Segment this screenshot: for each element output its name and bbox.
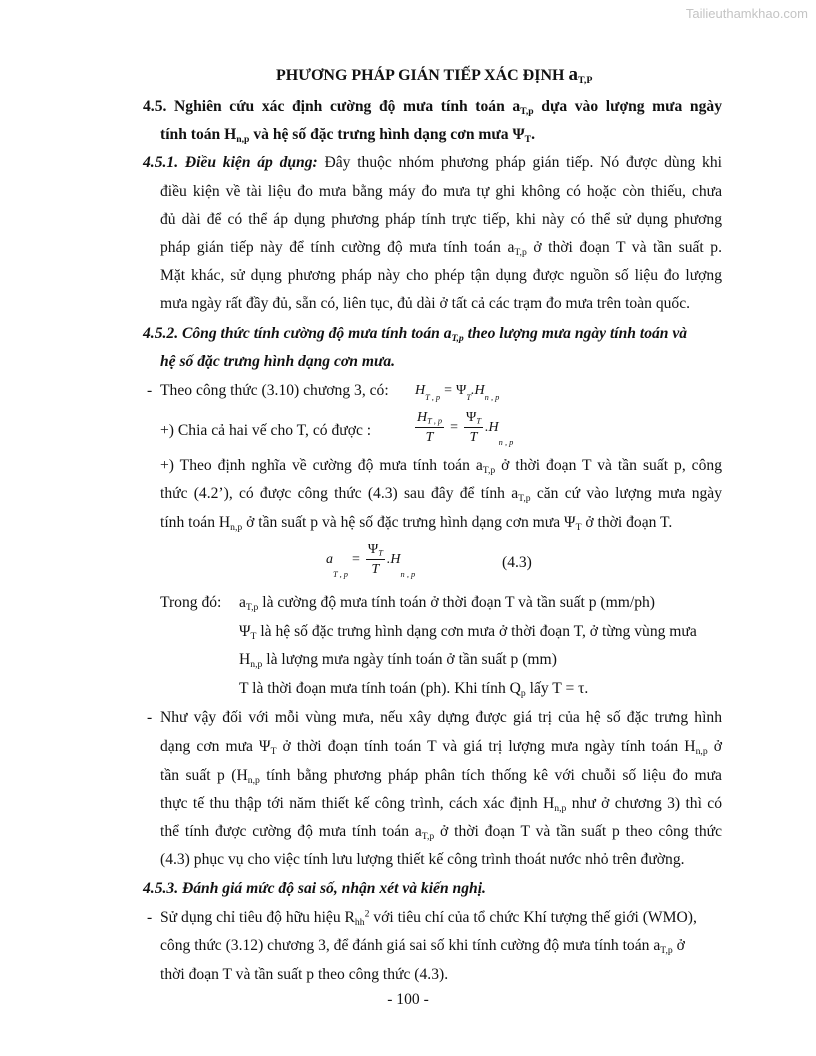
subscript: T,p <box>421 830 435 842</box>
subscript: T <box>524 133 532 145</box>
subscript: T,p <box>514 246 527 258</box>
text-run: +) Chia cả hai vế cho T, có được : <box>160 422 372 439</box>
heading-4-5-3 <box>143 879 486 899</box>
text-run: đủ dài để có thể áp dụng phương pháp tính trực tiếp, khi này có thể sử dụng phương <box>160 211 722 228</box>
text-run: thực tế thu thập tới năm thiết kế công trình, cách xác định H <box>160 795 555 812</box>
text-run: như ở chương 3) thì có <box>566 795 722 812</box>
heading-4-5-line2 <box>160 125 535 145</box>
heading-4-5-2-line1 <box>143 324 687 344</box>
formula-4-3 <box>326 542 415 578</box>
text-run: . <box>531 126 535 143</box>
formula-var: .H <box>471 383 485 398</box>
formula-den: T <box>425 430 434 445</box>
bullet-dash: - <box>147 382 153 399</box>
title-var: a <box>568 64 578 85</box>
text-run: ở <box>707 738 722 755</box>
text-run: tính toán H <box>160 126 237 143</box>
text-run: ở thời đoạn T và tần suất p. <box>526 239 722 256</box>
subscript: T,p <box>451 332 464 344</box>
text-run: công thức (3.12) chương 3, để đánh giá sai số khi tính cường độ mưa tính toán a <box>160 937 661 954</box>
text-run: là hệ số đặc trưng hình dạng cơn mưa ở thời đoạn T, ở từng vùng mưa <box>256 623 697 640</box>
page-number: - 100 - <box>387 991 429 1008</box>
formula-sub: n , p <box>498 437 514 447</box>
text-run: (4.3) phục vụ cho việc tính lưu lượng thiết kế công trình thoát nước nhỏ trên đường. <box>160 851 685 868</box>
text-run: điều kiện về tài liệu đo mưa bằng máy đo mưa tự ghi không có hoặc còn thiếu, chưa <box>160 183 722 200</box>
text-run: thể tính được cường độ mưa tính toán a <box>160 823 422 840</box>
para-4-5-1-line <box>160 294 690 314</box>
text-run: tần suất p (H <box>160 767 248 784</box>
text-run: ở thời đoạn tính toán T và giá trị lượng mưa ngày tính toán H <box>276 738 696 755</box>
text-run: là cường độ mưa tính toán ở thời đoạn T và tần suất p (mm/ph) <box>258 594 655 611</box>
fraction <box>415 410 444 446</box>
evaluation-line <box>160 936 685 956</box>
where-item <box>239 622 697 642</box>
formula-sub: T <box>476 416 482 426</box>
text-run: ở <box>672 937 685 954</box>
fraction <box>366 542 385 578</box>
inline-heading: 4.5.1. Điều kiện áp dụng: <box>143 154 318 171</box>
text-run: là lượng mưa ngày tính toán ở tần suất p (mm) <box>262 651 557 668</box>
page-title <box>276 65 592 85</box>
bullet-dash: - <box>147 709 153 726</box>
text-run: 4.5.2. Công thức tính cường độ mưa tính toán a <box>143 325 452 342</box>
subscript: T,p <box>660 944 673 956</box>
conclusion-line <box>160 794 722 814</box>
watermark: Tailieuthamkhao.com <box>685 6 808 21</box>
formula-divided <box>413 410 513 446</box>
formula-eq: = <box>351 552 360 567</box>
formula-var: H <box>415 383 426 398</box>
conclusion-line <box>160 850 685 870</box>
equation-number: (4.3) <box>502 554 532 571</box>
text-run: 4.5.3. Đánh giá mức độ sai số, nhận xét và kiến nghị. <box>143 880 486 897</box>
text-run: Đây thuộc nhóm phương pháp gián tiếp. Nó được dùng khi <box>317 154 722 171</box>
formula-den: T <box>371 562 380 577</box>
text-run: với tiêu chí của tổ chức Khí tượng thế giới (WMO), <box>369 909 697 926</box>
subscript: n,p <box>695 745 708 757</box>
text-run: dạng cơn mưa Ψ <box>160 738 271 755</box>
conclusion-line <box>160 822 722 842</box>
definition-line <box>160 456 722 476</box>
subscript: T <box>270 745 277 757</box>
text-run: thức (4.2’), có được công thức (4.3) sau đây để tính a <box>160 485 519 502</box>
subscript: T <box>575 521 582 533</box>
text-run: theo lượng mưa ngày tính toán và <box>463 325 688 342</box>
subscript: n,p <box>236 133 250 145</box>
subscript: n,p <box>250 658 263 670</box>
formula-sub: n , p <box>400 569 416 579</box>
text-run: ở thời đoạn T. <box>581 514 673 531</box>
text-run: ở thời đoạn T và tần suất p, công <box>495 457 722 474</box>
formula-psi: Ψ <box>466 410 477 425</box>
para-4-5-1-line <box>160 182 722 202</box>
subscript: T,p <box>518 492 531 504</box>
formula-var: .H <box>386 552 401 567</box>
formula-var: a <box>326 552 333 567</box>
text-run: hệ số đặc trưng hình dạng cơn mưa. <box>160 353 396 370</box>
title-text: PHƯƠNG PHÁP GIÁN TIẾP XÁC ĐỊNH <box>276 67 569 84</box>
subscript: T,p <box>482 464 496 476</box>
para-4-5-1-line <box>160 266 722 286</box>
text-run: tính bằng phương pháp phân tích thống kê với chuỗi số liệu đo mưa <box>259 767 722 784</box>
formula-sub: T <box>466 392 472 402</box>
text-run: dựa vào lượng mưa ngày <box>533 98 722 115</box>
text-run: Sử dụng chỉ tiêu độ hữu hiệu R <box>160 909 355 926</box>
text-run: thời đoạn T và tần suất p theo công thức (4.3). <box>160 966 449 983</box>
formula-sub: T <box>378 548 383 558</box>
para-4-5-1-line <box>143 153 722 173</box>
subscript: n,p <box>554 802 567 814</box>
text-run: Theo công thức (3.10) chương 3, có: <box>160 382 389 399</box>
formula-psi: Ψ <box>456 383 467 398</box>
evaluation-line <box>160 908 697 928</box>
formula-sub: n , p <box>484 392 500 402</box>
conclusion-line <box>160 737 722 757</box>
subscript: n,p <box>247 774 260 786</box>
conclusion-line <box>160 766 722 786</box>
text-run: và hệ số đặc trưng hình dạng cơn mưa Ψ <box>249 126 525 143</box>
subscript: hh <box>354 916 365 928</box>
formula-var: .H <box>485 420 499 435</box>
superscript: 2 <box>364 908 370 920</box>
title-sub: T,P <box>577 74 593 86</box>
subscript: p <box>520 687 526 699</box>
definition-line <box>160 484 722 504</box>
formula-psi: Ψ <box>367 542 379 557</box>
text-run: căn cứ vào lượng mưa ngày <box>530 485 723 502</box>
bullet-dash: - <box>147 909 153 926</box>
text-run: 4.5. Nghiên cứu xác định cường độ mưa tính toán a <box>143 98 521 115</box>
subscript: T,p <box>520 105 534 117</box>
divide-intro <box>160 421 371 441</box>
text-run: a <box>239 594 246 611</box>
para-4-5-1-line <box>160 210 722 230</box>
formula-eq: = <box>450 420 459 435</box>
text-run: Trong đó: <box>160 594 222 611</box>
subscript: T,p <box>245 601 259 613</box>
where-label <box>160 593 221 613</box>
heading-4-5-line1 <box>143 97 722 117</box>
formula-3-10 <box>415 381 499 401</box>
text-run: ở thời đoạn T và tần suất p theo công thức <box>434 823 722 840</box>
text-run: lấy T = τ. <box>525 680 589 697</box>
subscript: n,p <box>230 521 243 533</box>
text-run: pháp gián tiếp này để tính cường độ mưa tính toán a <box>160 239 515 256</box>
text-run: T là thời đoạn mưa tính toán (ph). Khi tính Q <box>239 680 521 697</box>
text-run: ở tần suất p và hệ số đặc trưng hình dạng cơn mưa Ψ <box>242 514 576 531</box>
formula-intro <box>160 381 389 401</box>
fraction <box>464 410 483 446</box>
evaluation-line <box>160 965 448 985</box>
formula-sub: T , p <box>427 416 443 426</box>
where-item <box>239 679 588 699</box>
text-run: Như vậy đối với mỗi vùng mưa, nếu xây dựng được giá trị của hệ số đặc trưng hình <box>160 709 722 726</box>
where-item <box>239 650 557 670</box>
definition-line <box>160 513 672 533</box>
where-item <box>239 593 655 613</box>
text-run: H <box>239 651 251 668</box>
text-run: mưa ngày rất đầy đủ, sẵn có, liên tục, đủ dài ở tất cả các trạm đo mưa trên toàn quốc. <box>160 295 691 312</box>
formula-sub: T , p <box>333 569 348 579</box>
text-run: Mặt khác, sử dụng phương pháp này cho phép tận dụng được nguồn số liệu đo lượng <box>160 267 722 284</box>
para-4-5-1-line <box>160 238 722 258</box>
formula-sub: T , p <box>425 392 441 402</box>
formula-eq: = <box>444 383 453 398</box>
conclusion-line <box>160 708 722 728</box>
formula-var: H <box>417 410 428 425</box>
text-run: Ψ <box>239 623 251 640</box>
text-run: tính toán H <box>160 514 231 531</box>
formula-den: T <box>469 430 478 445</box>
subscript: T <box>250 630 257 642</box>
text-run: +) Theo định nghĩa về cường độ mưa tính toán a <box>160 457 483 474</box>
heading-4-5-2-line2 <box>160 352 395 372</box>
